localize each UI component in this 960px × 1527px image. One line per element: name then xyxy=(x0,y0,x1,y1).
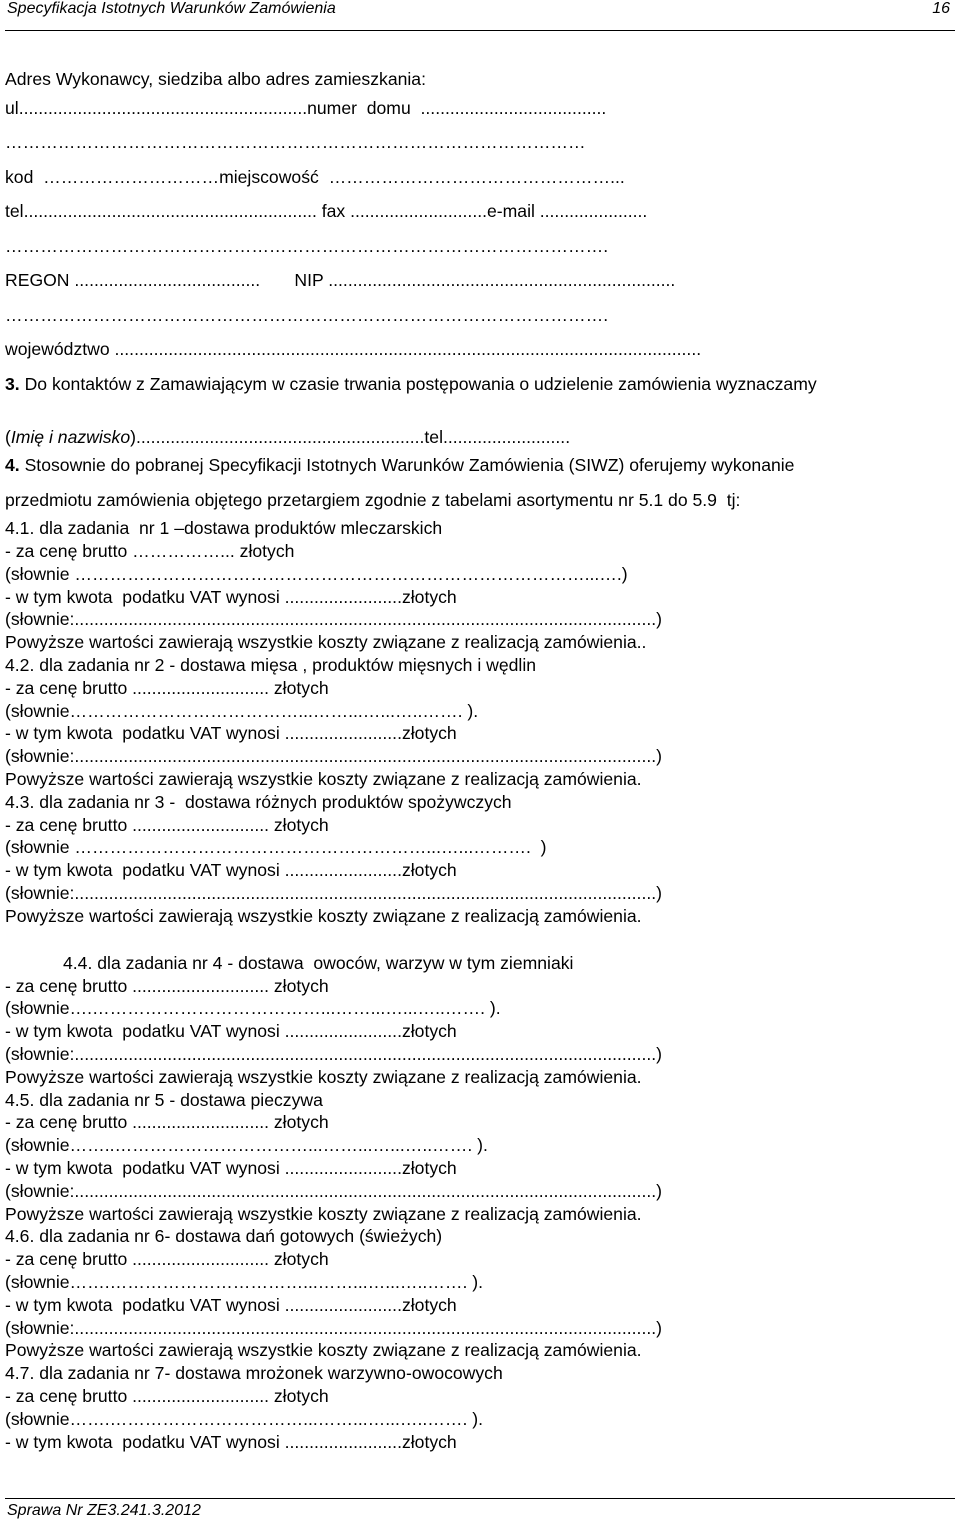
street-line: ul...........................................................numer domu ...................................... xyxy=(5,97,607,118)
task-number: 4.2. xyxy=(5,655,35,676)
task-heading xyxy=(5,928,945,975)
wojewodztwo-line: województwo ........................................................................................................................ xyxy=(5,339,702,360)
task-title: dla zadania nr 2 - dostawa mięsa , produktów mięsnych i wędlin xyxy=(34,655,537,676)
section-4 xyxy=(5,448,945,483)
page-footer xyxy=(5,1498,955,1523)
task-number: 4.7. xyxy=(5,1363,35,1384)
costs-note: Powyższe wartości zawierają wszystkie koszty związane z realizacją zamówienia. xyxy=(5,769,642,790)
task-number: 4.5. xyxy=(5,1089,35,1110)
task-heading xyxy=(5,1362,945,1385)
section-4-text-2: przedmiotu zamówienia objętego przetargiem zgodnie z tabelami asortymentu nr 5.1 do 5.9 tj: xyxy=(5,489,741,510)
costs-note: Powyższe wartości zawierają wszystkie koszty związane z realizacją zamówienia. xyxy=(5,1066,642,1087)
amount-in-words-line: (słownie…….……………………………...……...…...…..……. ). xyxy=(5,1272,483,1292)
section-3-number: 3. xyxy=(5,373,20,394)
vat-in-words-line: (słownie:.......................................................................................................................) xyxy=(5,1044,662,1065)
vat-line: - w tym kwota podatku VAT wynosi ........................złotych xyxy=(5,723,457,744)
page-number: 16 xyxy=(932,0,950,17)
amount-in-words-line: (słownie……..……………………………...……...…...…..……. ). xyxy=(5,1135,488,1156)
costs-note: Powyższe wartości zawierają wszystkie koszty związane z realizacją zamówienia.. xyxy=(5,632,647,653)
task-title: dla zadania nr 1 –dostawa produktów mleczarskich xyxy=(34,518,443,539)
contact-line: (Imię i nazwisko)...........................................................tel.......................... xyxy=(5,426,571,447)
tasks-list xyxy=(5,517,945,1453)
amount-in-words-line: (słownie ……………………………………………………………………………...….) xyxy=(5,563,628,584)
price-line: - za cenę brutto ............................ złotych xyxy=(5,1112,329,1133)
section-4-number: 4. xyxy=(5,455,20,476)
costs-note: Powyższe wartości zawierają wszystkie koszty związane z realizacją zamówienia. xyxy=(5,1340,642,1361)
amount-in-words-line: (słownie….…………………………………...……...…...…..……. ). xyxy=(5,998,501,1019)
kod-line: kod …………………………miejscowość …………………………………………... xyxy=(5,166,625,187)
vat-in-words-line: (słownie:.......................................................................................................................) xyxy=(5,1317,662,1338)
amount-in-words-line: (słownie…………………………………...……...…...…..……. ). xyxy=(5,700,479,721)
task-heading xyxy=(5,1089,945,1112)
task-title: dla zadania nr 7- dostawa mrożonek warzywno-owocowych xyxy=(34,1363,503,1384)
price-line: - za cenę brutto ............................ złotych xyxy=(5,1249,329,1270)
task-number: 4.1. xyxy=(5,518,35,539)
dots-line: …………………………………………………………………………………………. xyxy=(5,235,609,256)
tel-line: tel............................................................ fax ............................e-mail ...................... xyxy=(5,201,648,222)
address-label: Adres Wykonawcy, siedziba albo adres zamieszkania: xyxy=(5,69,426,89)
price-line: - za cenę brutto ……………... złotych xyxy=(5,541,295,562)
vat-in-words-line: (słownie:.......................................................................................................................) xyxy=(5,746,662,767)
regon-line: REGON ...................................... NIP ....................................................................... xyxy=(5,270,676,291)
section-3-text: Do kontaktów z Zamawiającym w czasie trwania postępowania o udzielenie zamówienia wyznaczamy xyxy=(19,373,817,394)
header-title: Specyfikacja Istotnych Warunków Zamówienia xyxy=(7,0,336,17)
vat-in-words-line: (słownie:.......................................................................................................................) xyxy=(5,1180,662,1201)
task-number: 4.4. xyxy=(63,952,93,973)
task-title: dla zadania nr 4 - dostawa owoców, warzyw w tym ziemniaki xyxy=(92,952,574,973)
case-number: Sprawa Nr ZE3.241.3.2012 xyxy=(7,1502,201,1519)
vat-line: - w tym kwota podatku VAT wynosi ........................złotych xyxy=(5,1431,457,1452)
amount-in-words-line: (słownie…….……………………………...……...…...…..……. ). xyxy=(5,1408,483,1429)
vat-line: - w tym kwota podatku VAT wynosi ........................złotych xyxy=(5,1158,457,1179)
vat-in-words-line: (słownie:.......................................................................................................................) xyxy=(5,609,662,630)
vat-in-words-line: (słownie:.......................................................................................................................) xyxy=(5,883,662,904)
vat-line: - w tym kwota podatku VAT wynosi ........................złotych xyxy=(5,1294,457,1315)
task-title: dla zadania nr 5 - dostawa pieczywa xyxy=(34,1089,323,1110)
section-4-text: Stosownie do pobranej Specyfikacji Istotnych Warunków Zamówienia (SIWZ) oferujemy wykonanie xyxy=(19,455,795,476)
price-line: - za cenę brutto ............................ złotych xyxy=(5,975,329,996)
task-title: dla zadania nr 6- dostawa dań gotowych (świeżych) xyxy=(34,1226,443,1247)
task-heading xyxy=(5,791,945,814)
task-title: dla zadania nr 3 - dostawa różnych produktów spożywczych xyxy=(34,791,512,812)
dots-line: …………………………………………………………………………………………. xyxy=(5,304,609,325)
task-heading xyxy=(5,517,945,540)
task-heading xyxy=(5,654,945,677)
document-body xyxy=(5,68,945,1453)
price-line: - za cenę brutto ............................ złotych xyxy=(5,814,329,835)
vat-line: - w tym kwota podatku VAT wynosi ........................złotych xyxy=(5,860,457,881)
dots-line: ……………………………………………………………………………………… xyxy=(5,132,586,153)
contact-name-label: Imię i nazwisko xyxy=(10,426,131,447)
page-header xyxy=(5,0,955,31)
vat-line: - w tym kwota podatku VAT wynosi ........................złotych xyxy=(5,586,457,607)
task-number: 4.6. xyxy=(5,1226,35,1247)
price-line: - za cenę brutto ............................ złotych xyxy=(5,677,329,698)
task-number: 4.3. xyxy=(5,791,35,812)
section-3 xyxy=(5,367,945,402)
amount-in-words-line: (słownie ……………………………………………………...…...………. ) xyxy=(5,837,547,858)
vat-line: - w tym kwota podatku VAT wynosi ........................złotych xyxy=(5,1021,457,1042)
costs-note: Powyższe wartości zawierają wszystkie koszty związane z realizacją zamówienia. xyxy=(5,1203,642,1224)
costs-note: Powyższe wartości zawierają wszystkie koszty związane z realizacją zamówienia. xyxy=(5,905,642,926)
price-line: - za cenę brutto ............................ złotych xyxy=(5,1385,329,1406)
task-heading xyxy=(5,1225,945,1248)
